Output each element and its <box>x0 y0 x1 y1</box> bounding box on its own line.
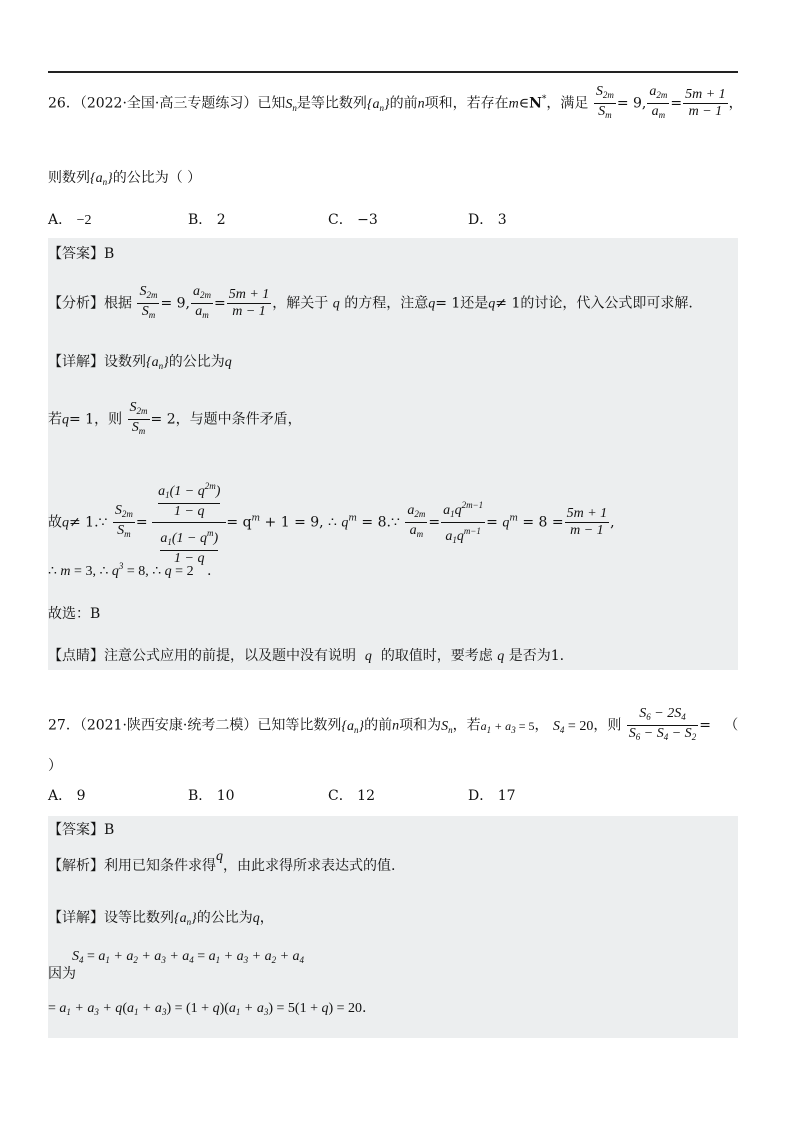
q26-choose: 故选：B <box>48 606 101 622</box>
q26-answer: 【答案】B <box>48 246 115 262</box>
q27-analysis: 【解析】利用已知条件求得q，由此求得所求表达式的值. <box>48 849 396 874</box>
q27-option-a: A． 9 <box>48 788 86 804</box>
q26-source: （2022·全国·高三专题练习） <box>79 95 258 112</box>
q26-stem-line2: 则数列$\{a_n\}$的公比为（ ） <box>48 170 202 187</box>
q27-number: 27． <box>48 717 80 734</box>
q26-case-q-not-1: 故q≠ 1.∵ $\frac{S_{2m}}{S_m}$ = $\frac{\frac{a_1(1 - q^{2m})}{1 - q}}{\frac{a_1(1 - q^m)}{1 - q}}$ = $q^m + 1 = 9$, ∴ $q^m$ = 8.∵ $\frac{a_{2m}}{a_m}$ = $\frac{a_1q^{2m-1}}{a_1q^{m-1}}$ = $q^m = 8$ = $\frac{5m + 1}{m - 1}$ , <box>48 478 615 567</box>
q27-option-d: D． 17 <box>468 788 516 804</box>
q26-number: 26． <box>48 95 80 112</box>
q27-option-b: B． 10 <box>188 788 235 804</box>
q27-option-c: C． 12 <box>328 788 375 804</box>
q26-option-a: A． −2 <box>48 212 92 228</box>
math-an-set: $\{a_n\}$ <box>366 96 390 113</box>
frac-S2m-Sm: $\frac{S_{2m}}{S_m}$ <box>595 84 614 120</box>
q27-answer: 【答案】B <box>48 822 115 838</box>
q27-because-label: 因为 <box>48 966 76 982</box>
q26-detail: 【详解】设数列$\{a_n\}$的公比为q <box>48 354 232 371</box>
q27-source: （2021·陕西安康·统考二模） <box>79 717 258 734</box>
q26-option-c: C． −3 <box>328 212 378 228</box>
q26-stem-line1: 26．（2022·全国·高三专题练习）已知$S_n$是等比数列$\{a_n\}$的前n项和，若存在m∈N*，满足 $\frac{S_{2m}}{S_m}$ = 9, $\frac{a_{2m}}{a_m}$ = $\frac{5m + 1}{m - 1}$ ， <box>48 84 743 123</box>
top-rule <box>48 71 738 73</box>
q26-note: 【点睛】注意公式应用的前提，以及题中没有说明 q 的取值时，要考虑 q 是否为1. <box>48 648 565 664</box>
q27-because-S4: $S_4 = a_1 + a_2 + a_3 + a_4 = a_1 + a_3 + a_2 + a_4$ <box>72 949 305 965</box>
q27-detail: 【详解】设等比数列$\{a_n\}$的公比为q， <box>48 910 274 927</box>
q26-result: ∴ m = 3, ∴ $q^3 = 8$, ∴ q = 2 . <box>48 561 212 579</box>
q27-expansion: = $a_1 + a_3 + q(a_1 + a_3) = (1 + q)(a_1 + a_3) = 5(1 + q) = 20$. <box>48 1000 367 1017</box>
q26-analysis: 【分析】根据 $\frac{S_{2m}}{S_m}$ = 9, $\frac{a_{2m}}{a_m}$ = $\frac{5m + 1}{m - 1}$ ，解关于 q 的方程，注意q= 1还是q≠ 1的讨论，代入公式即可求解. <box>48 284 693 320</box>
q26-option-b: B． 2 <box>188 212 226 228</box>
q26-case-q-equals-1: 若q= 1，则 $\frac{S_{2m}}{S_m}$ = 2，与题中条件矛盾， <box>48 400 302 436</box>
q26-option-d: D． 3 <box>468 212 507 228</box>
q27-stem-line1: 27．（2021·陕西安康·统考二模）已知等比数列$\{a_n\}$的前n项和为$S_n$，若$a_1 + a_3 = 5$， $S_4 = 20$，则 $\frac{S_6 - 2S_4}{S_6 - S_4 - S_2}$ = （ <box>48 706 739 742</box>
q27-stem-line2: ） <box>48 758 62 774</box>
math-Sn: $S_n$ <box>285 96 297 113</box>
